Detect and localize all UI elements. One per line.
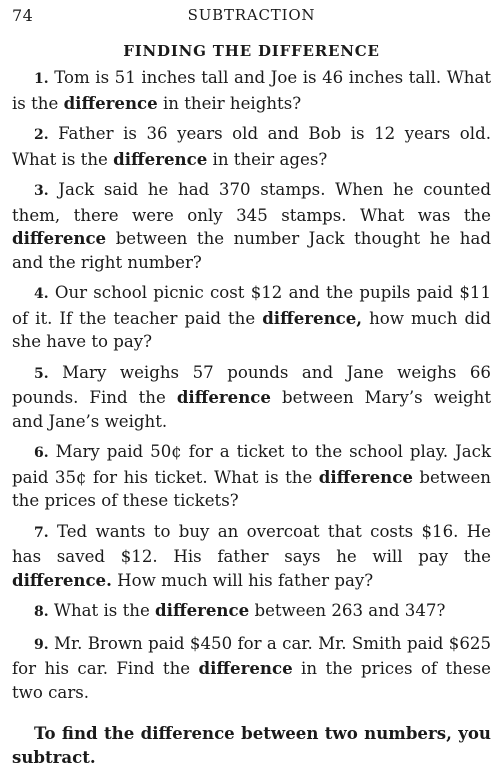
page-number: 74 xyxy=(12,6,34,25)
problem-text: Jack said he had 370 stamps. When he counted them, there were only 345 stamps. What was the xyxy=(12,180,491,225)
problem-text: How much will his father pay? xyxy=(111,570,374,590)
problem-number: 4. xyxy=(34,286,49,302)
keyword-difference: difference. xyxy=(12,569,112,590)
problem-item xyxy=(12,440,491,513)
keyword-difference: difference xyxy=(63,92,158,113)
problem-number: 3. xyxy=(34,183,49,199)
problem-text: in their heights? xyxy=(157,93,302,113)
keyword-difference: difference xyxy=(155,600,250,620)
problem-text: Mary paid 50¢ for a ticket to the school play. Jack paid 35¢ for his ticket. What is the xyxy=(12,442,492,487)
problem-number: 9. xyxy=(34,636,49,653)
problem-text: What is the xyxy=(53,601,156,620)
problem-text: Mr. Brown paid $450 for a car. Mr. Smith paid $625 for his car. Find the xyxy=(12,633,491,678)
keyword-difference: difference xyxy=(113,148,208,169)
problem-item xyxy=(12,361,491,434)
rule-statement: To find the difference between two numbers, you subtract. xyxy=(12,723,491,767)
problem-item xyxy=(12,66,491,115)
running-head: SUBTRACTION xyxy=(187,6,316,24)
problem-text: between the prices of these tickets? xyxy=(12,467,491,510)
problem-text: how much did she have to pay? xyxy=(12,308,491,351)
problem-number: 2. xyxy=(34,127,49,143)
section-title: FINDING THE DIFFERENCE xyxy=(123,42,380,60)
problem-text: between Mary’s weight and Jane’s weight. xyxy=(12,388,491,431)
problem-item xyxy=(12,520,491,593)
keyword-difference: difference xyxy=(318,466,413,487)
keyword-difference: difference, xyxy=(262,307,363,328)
problem-text: Father is 36 years old and Bob is 12 years old. What is the xyxy=(12,124,491,169)
problem-number: 6. xyxy=(34,445,49,461)
keyword-difference: difference xyxy=(198,658,293,678)
problem-item xyxy=(12,281,491,354)
problem-text: in the prices of these two cars. xyxy=(12,659,491,702)
problem-item xyxy=(12,599,491,625)
problem-item xyxy=(12,178,491,274)
problem-number: 7. xyxy=(34,524,49,541)
problem-text: Ted wants to buy an overcoat that costs $16. He has saved $12. His father says he will pay the xyxy=(12,521,492,566)
problem-number: 1. xyxy=(34,71,49,87)
keyword-difference: difference xyxy=(176,387,271,407)
problem-text: Mary weighs 57 pounds and Jane weighs 66 pounds. Find the xyxy=(12,362,491,407)
problem-text: between the number Jack thought he had and the right number? xyxy=(12,229,491,272)
problem-text: Tom is 51 inches tall and Joe is 46 inches tall. What is the xyxy=(12,68,491,113)
problem-number: 5. xyxy=(34,365,49,382)
problem-list xyxy=(12,66,491,704)
problem-text: in their ages? xyxy=(207,149,328,169)
keyword-difference: difference xyxy=(12,228,107,248)
problem-number: 8. xyxy=(34,604,49,620)
problem-item xyxy=(12,122,491,171)
page-header xyxy=(12,4,491,26)
problem-text: Our school picnic cost $12 and the pupils paid $11 of it. If the teacher paid the xyxy=(12,283,491,328)
problem-item xyxy=(12,632,491,705)
problem-text: between 263 and 347? xyxy=(249,601,446,620)
